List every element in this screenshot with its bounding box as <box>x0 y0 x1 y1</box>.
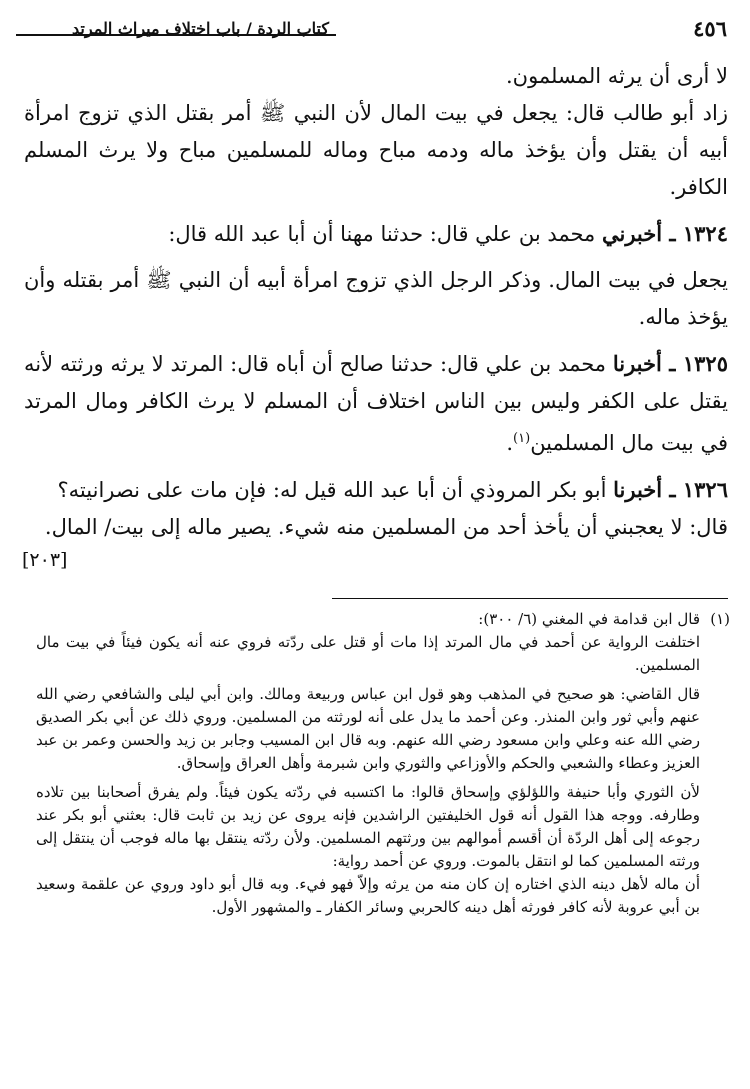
paragraph: زاد أبو طالب قال: يجعل في بيت المال لأن النبي ﷺ أمر بقتل الذي تزوج امرأة أبيه أن يقتل وأن يؤخذ ماله ودمه مباح وماله للمسلمين مباح ولا يرث المسلم الكافر. <box>24 101 729 199</box>
period: . <box>506 431 514 455</box>
footnote-separator <box>332 598 728 599</box>
narration-number: ١٣٢٦ ـ أخبرنا <box>613 477 728 502</box>
header-rule <box>16 34 336 36</box>
running-header <box>16 16 729 46</box>
footnote-number: (١) <box>710 610 730 628</box>
main-text <box>22 58 729 571</box>
footnote-reference: (١) <box>513 431 531 446</box>
footnote-paragraph: قال القاضي: هو صحيح في المذهب وهو قول ابن عباس وربيعة ومالك. وابن أبي ليلى والشافعي رضي الله عنهم وأبي ثور وابن المنذر. وعن أحمد ما يدل على أنه لورثته من المسلمين. وروي ذلك عن أبي بكر الصديق رضي الله عنه وعلي وابن مسعود رضي الله عنهم. وبه قال ابن المسيب وجابر بن زيد والحسن وعمر بن عبد العزيز وعطاء والشعبي والحكم والأوزاعي والثوري وابن شبرمة وأهل العراق وإسحاق. <box>36 685 700 772</box>
narration-text: محمد بن علي قال: حدثنا مهنا أن أبا عبد الله قال: <box>168 222 596 246</box>
margin-page-ref: [٢٠٣] <box>22 549 68 571</box>
paragraph: قال: لا يعجبني أن يأخذ أحد من المسلمين منه شيء. يصير ماله إلى بيت/ المال. <box>44 515 728 539</box>
narration-number: ١٣٢٥ ـ أخبرنا <box>612 351 728 376</box>
page-number: ٤٥٦ <box>693 16 727 41</box>
paragraph: لا أرى أن يرثه المسلمون. <box>505 64 728 88</box>
paragraph: يجعل في بيت المال. وذكر الرجل الذي تزوج امرأة أبيه أن النبي ﷺ أمر بقتله وأن يؤخذ ماله. <box>24 268 728 329</box>
narration-1326 <box>24 471 728 509</box>
footnote-body <box>36 608 700 919</box>
footnote-intro: قال ابن قدامة في المغني (٦/ ٣٠٠): <box>478 610 700 628</box>
narration-text: أبو بكر المروذي أن أبا عبد الله قيل له: فإن مات على نصرانيته؟ <box>57 478 607 502</box>
narration-1324 <box>24 215 728 253</box>
footnote-paragraph: أن ماله لأهل دينه الذي اختاره إن كان منه من يرثه وإلاّ فهو فيء. وبه قال أبو داود وروي عن علقمة وسعيد بن أبي عروبة لأنه كافر فورثه أهل دينه كالحربي وسائر الكفار ـ والمشهور الأول. <box>36 875 700 916</box>
footnote <box>36 608 730 919</box>
narration-1325 <box>24 345 728 462</box>
footnote-paragraph: لأن الثوري وأبا حنيفة واللؤلؤي وإسحاق قالوا: ما اكتسبه في ردّته يكون فيئاً. ولم يفرق أصحابنا بين تلاده وطارفه. ووجه هذا القول أنه قول الخليفتين الراشدين فإنه يروى عن زيد بن ثابت قال: بعثني أبو بكر عند رجوعه إلى أهل الردّة أن أقسم أموالهم بين ورثتهم المسلمين. ولأن ردّته ينتقل بها ماله فوجب أن ينتقل إلى ورثته المسلمين كما لو انتقل بالموت. وروي عن أحمد رواية: <box>36 783 700 870</box>
narration-number: ١٣٢٤ ـ أخبرني <box>602 221 728 246</box>
narration-text: محمد بن علي قال: حدثنا صالح أن أباه قال: المرتد لا يرثه ورثته لأنه يقتل على الكفر وليس بين الناس اختلاف أن المسلم لا يرث الكافر ومال المرتد في بيت مال المسلمين <box>24 352 728 455</box>
footnote-paragraph: اختلفت الرواية عن أحمد في مال المرتد إذا مات أو قتل على ردّته فروي عنه أنه يكون فيئاً في بيت مال المسلمين. <box>36 633 700 674</box>
running-title: كتاب الردة / باب اختلاف ميراث المرتد <box>72 19 329 38</box>
